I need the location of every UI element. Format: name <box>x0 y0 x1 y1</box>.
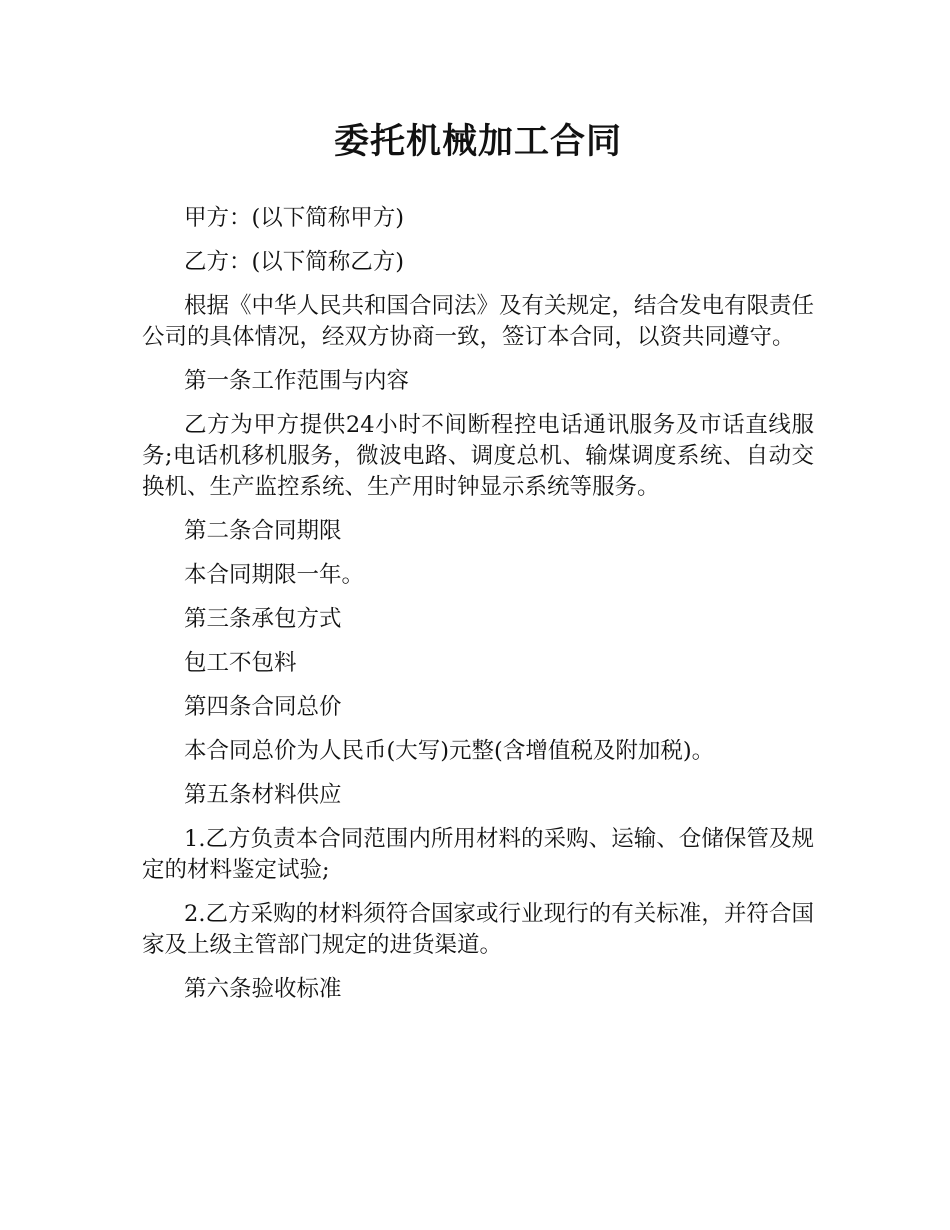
party-a-line: 甲方：(以下简称甲方) <box>184 205 405 231</box>
article-2-content: 本合同期限一年。 <box>184 562 365 588</box>
party-b-line: 乙方：(以下简称乙方) <box>184 249 405 275</box>
article-2-heading: 第二条合同期限 <box>184 518 342 544</box>
article-4-heading: 第四条合同总价 <box>184 694 342 720</box>
article-5-item-2: 2.乙方采购的材料须符合国家或行业现行的有关标准，并符合国家及上级主管部门规定的进货渠道。 <box>142 901 814 958</box>
article-3-content: 包工不包料 <box>184 650 297 676</box>
preamble-paragraph: 根据《中华人民共和国合同法》及有关规定，结合发电有限责任公司的具体情况，经双方协商一致，签订本合同，以资共同遵守。 <box>142 293 815 350</box>
article-1-content: 乙方为甲方提供24小时不间断程控电话通讯服务及市话直线服务;电话机移机服务，微波电路、调度总机、输煤调度系统、自动交换机、生产监控系统、生产用时钟显示系统等服务。 <box>142 412 814 500</box>
document-body <box>142 203 814 1018</box>
document-title: 委托机械加工合同 <box>333 122 622 162</box>
article-5-item-1: 1.乙方负责本合同范围内所用材料的采购、运输、仓储保管及规定的材料鉴定试验; <box>142 826 814 883</box>
article-5-heading: 第五条材料供应 <box>184 782 342 808</box>
article-1-heading: 第一条工作范围与内容 <box>184 368 410 394</box>
article-4-content: 本合同总价为人民币(大写)元整(含增值税及附加税)。 <box>184 738 715 764</box>
article-3-heading: 第三条承包方式 <box>184 606 342 632</box>
article-6-heading: 第六条验收标准 <box>184 976 342 1002</box>
